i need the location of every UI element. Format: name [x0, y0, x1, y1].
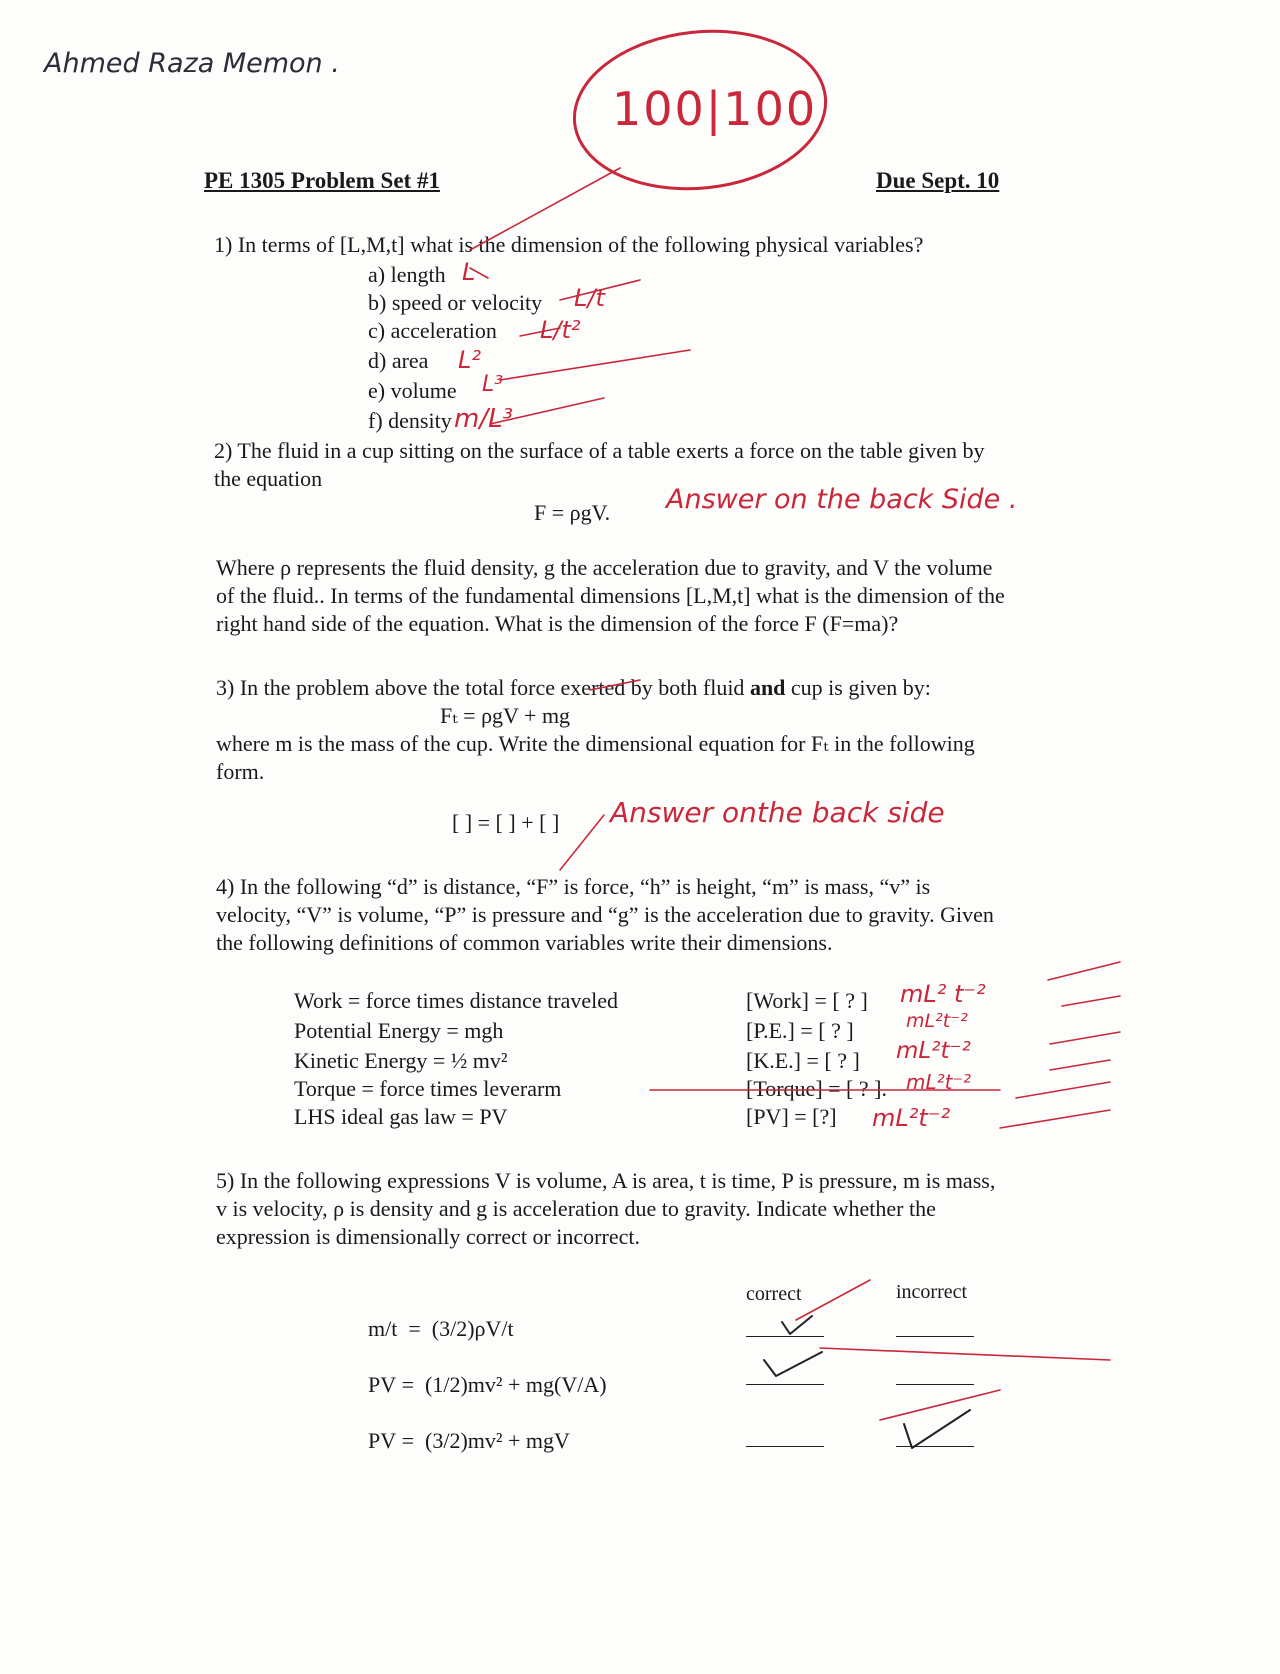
q5-para: 5) In the following expressions V is volume, A is area, t is time, P is pressure, m is mass,	[216, 1168, 996, 1193]
q5-para: expression is dimensionally correct or incorrect.	[216, 1224, 640, 1249]
q4-answer: mL² t⁻²	[900, 980, 986, 1008]
q1-item-label: e) volume	[368, 378, 457, 403]
q5-row: PV = (1/2)mv² + mg(V/A)	[368, 1372, 607, 1397]
q5-rhs: (3/2)mv² + mgV	[425, 1428, 570, 1453]
q4-label: [Work] = [ ? ]	[746, 988, 868, 1013]
grading-slash	[1062, 996, 1120, 1006]
q1-answer: m/L³	[454, 404, 513, 434]
q1-prompt: 1) In terms of [L,M,t] what is the dimension of the following physical variables?	[214, 232, 924, 257]
grading-slash	[1048, 962, 1120, 980]
grade-score: 100|100	[612, 82, 818, 136]
q1-answer: L/t	[574, 284, 605, 312]
q4-label: [Torque] = [ ? ].	[746, 1076, 887, 1101]
q2-line2: the equation	[214, 466, 323, 491]
q3-answer-note: Answer onthe back side	[610, 796, 945, 829]
q3-line1-bold: and	[749, 675, 786, 700]
q4-para: 4) In the following “d” is distance, “F” is force, “h” is height, “m” is mass, “v” is	[216, 874, 931, 899]
q3-equation: Fₜ = ρgV + mg	[440, 703, 571, 728]
q4-definition: Potential Energy = mgh	[294, 1018, 504, 1043]
q5-col-incorrect: incorrect	[896, 1281, 968, 1303]
grading-slash	[880, 1390, 1000, 1420]
q2-answer-note: Answer on the back Side .	[666, 484, 1018, 515]
q4-definition: LHS ideal gas law = PV	[294, 1104, 508, 1129]
check-mark-icon	[904, 1410, 970, 1448]
q5-row: m/t = (3/2)ρV/t	[368, 1316, 514, 1341]
grading-slash	[560, 815, 604, 870]
q1-answer: L	[462, 258, 476, 286]
answer-blank	[746, 1334, 824, 1337]
q3-line2: where m is the mass of the cup. Write the dimensional equation for Fₜ in the following	[216, 731, 975, 756]
q3-line3: form.	[216, 759, 265, 784]
grading-slash	[796, 1280, 870, 1320]
grading-slash	[1016, 1082, 1110, 1098]
q4-label: [PV] = [?]	[746, 1104, 837, 1129]
q1-answer: L²	[458, 346, 481, 374]
due-date: Due Sept. 10	[876, 168, 1000, 193]
q4-label: [P.E.] = [ ? ]	[746, 1018, 854, 1043]
answer-blank	[746, 1382, 824, 1385]
q3-line1	[216, 673, 931, 702]
q5-para: v is velocity, ρ is density and g is acceleration due to gravity. Indicate whether the	[216, 1196, 936, 1221]
answer-blank	[746, 1444, 824, 1447]
q3-template: [ ] = [ ] + [ ]	[452, 810, 560, 835]
q4-definition: Work = force times distance traveled	[294, 988, 619, 1013]
q2-equation: F = ρgV.	[534, 500, 611, 525]
q5-rhs: (3/2)ρV/t	[431, 1316, 514, 1341]
check-mark-icon	[782, 1316, 812, 1334]
q4-para: the following definitions of common variables write their dimensions.	[216, 930, 833, 955]
q1-answer: L³	[482, 372, 504, 397]
q2-line1: 2) The fluid in a cup sitting on the surface of a table exerts a force on the table given by	[214, 438, 985, 463]
q2-para: right hand side of the equation. What is the dimension of the force F (F=ma)?	[216, 611, 899, 636]
q5-col-correct: correct	[746, 1283, 802, 1305]
q1-item-label: c) acceleration	[368, 318, 497, 343]
grading-slash	[1000, 1110, 1110, 1128]
q4-label: [K.E.] = [ ? ]	[746, 1048, 860, 1073]
q1-item-label: a) length	[368, 262, 446, 287]
q4-answer: mL²t⁻²	[872, 1104, 951, 1132]
q4-definition: Torque = force times leverarm	[294, 1076, 562, 1101]
q5-lhs: m/t	[368, 1316, 398, 1341]
grading-slash	[820, 1348, 1110, 1360]
q3-line1-post: cup is given by:	[785, 675, 931, 700]
q1-item-label: d) area	[368, 348, 429, 373]
q4-para: velocity, “V” is volume, “P” is pressure and “g” is the acceleration due to gravity. Given	[216, 902, 994, 927]
q5-lhs: PV	[368, 1372, 397, 1397]
answer-blank	[896, 1334, 974, 1337]
grading-slash	[1050, 1060, 1110, 1070]
q4-answer: mL²t⁻²	[906, 1070, 972, 1094]
q5-rhs: (1/2)mv² + mg(V/A)	[425, 1372, 607, 1397]
page-title: PE 1305 Problem Set #1	[204, 168, 440, 193]
answer-blank	[896, 1382, 974, 1385]
q2-para: Where ρ represents the fluid density, g the acceleration due to gravity, and V the volume	[216, 555, 993, 580]
q2-para: of the fluid.. In terms of the fundamental dimensions [L,M,t] what is the dimension of the	[216, 583, 1005, 608]
q5-lhs: PV	[368, 1428, 397, 1453]
q1-answer: L/t²	[540, 316, 581, 344]
grading-slash	[1050, 1032, 1120, 1044]
q5-row: PV = (3/2)mv² + mgV	[368, 1428, 570, 1453]
q4-definition: Kinetic Energy = ½ mv²	[294, 1048, 508, 1073]
q1-item-label: b) speed or velocity	[368, 290, 543, 315]
q4-answer: mL²t⁻²	[906, 1010, 968, 1032]
q1-item-label: f) density	[368, 408, 452, 433]
check-mark-icon	[764, 1352, 822, 1376]
answer-blank	[896, 1444, 974, 1447]
q3-line1-pre: 3) In the problem above the total force exerted by both fluid	[216, 675, 750, 700]
grading-slash	[500, 350, 690, 380]
student-name: Ahmed Raza Memon .	[44, 48, 340, 79]
q4-answer: mL²t⁻²	[896, 1038, 971, 1064]
